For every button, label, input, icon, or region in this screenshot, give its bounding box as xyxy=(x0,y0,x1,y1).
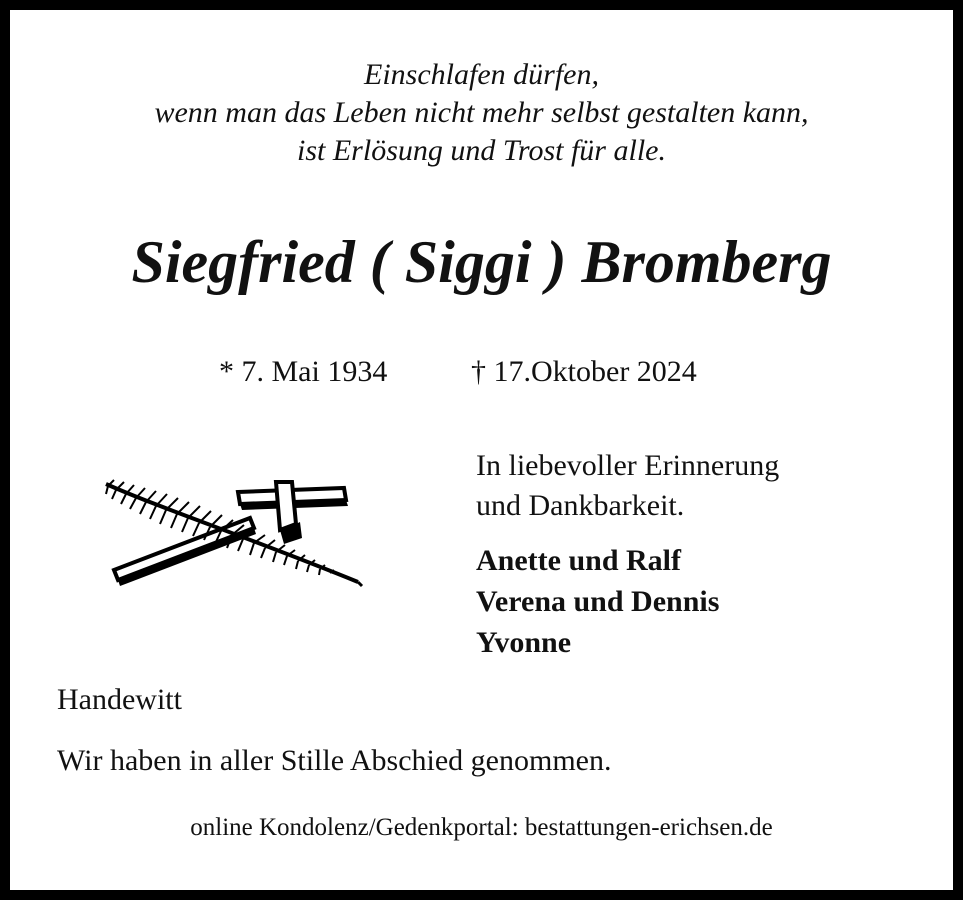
cross-with-palm-frond-icon xyxy=(100,478,370,596)
memory-text xyxy=(476,446,779,526)
verse-line: ist Erlösung und Trost für alle. xyxy=(297,134,666,167)
family-name: Verena und Dennis xyxy=(476,585,720,618)
online-condolence-text: online Kondolenz/Gedenkportal: bestattungen-erichsen.de xyxy=(190,814,773,841)
family-names xyxy=(476,540,719,663)
family-name: Yvonne xyxy=(476,626,572,659)
place-name: Handewitt xyxy=(57,683,182,716)
verse-line: wenn man das Leben nicht mehr selbst gestalten kann, xyxy=(154,96,809,129)
birth-date: * 7. Mai 1934 xyxy=(219,355,388,388)
family-name: Anette und Ralf xyxy=(476,544,682,577)
farewell-text: Wir haben in aller Stille Abschied genommen. xyxy=(57,744,612,777)
deceased-name: Siegfried ( Siggi ) Bromberg xyxy=(131,229,832,295)
verse-line: Einschlafen dürfen, xyxy=(364,58,599,91)
verse-block xyxy=(0,56,963,170)
death-date: † 17.Oktober 2024 xyxy=(471,355,697,388)
memory-line: In liebevoller Erinnerung xyxy=(476,449,780,482)
memory-line: und Dankbarkeit. xyxy=(476,489,685,522)
